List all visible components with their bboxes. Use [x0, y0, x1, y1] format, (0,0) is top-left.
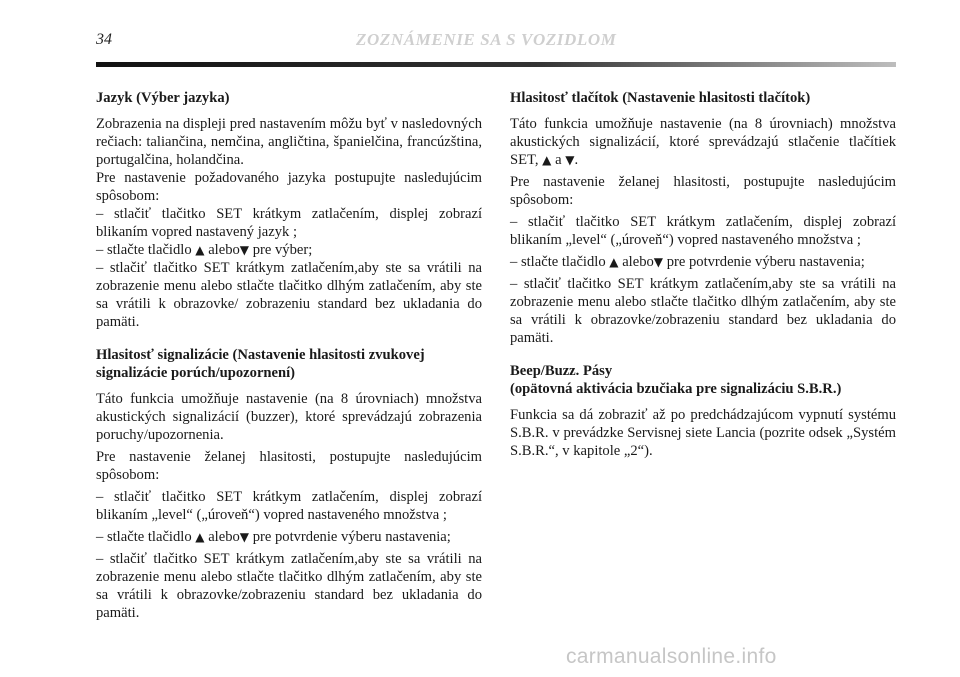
paragraph: Funkcia sa dá zobraziť až po predchádzajúcom vypnutí systému S.B.R. v prevádzke Servisnej siete Lancia (pozrite odsek „Systém S.B.R.“, v kapitole „2“).	[510, 407, 896, 459]
section-title-language: Jazyk (Výber jazyka)	[96, 90, 230, 106]
paragraph: – stlačiť tlačitko SET krátkym zatlačením, displej zobrazí blikaním „level“ („úroveň“) vopred nastaveného množstva ;	[510, 214, 896, 248]
section-title-signal-volume: Hlasitosť signalizácie (Nastavenie hlasitosti zvukovej signalizácie porúch/upozornení)	[96, 347, 425, 381]
paragraph: Táto funkcia umožňuje nastavenie (na 8 úrovniach) množstva akustických signalizácií (buzzer), ktoré sprevádzajú zobrazenia poruchy/upozornenia.	[96, 391, 482, 443]
up-arrow-icon: ▲	[195, 243, 205, 257]
paragraph: Zobrazenia na displeji pred nastavením môžu byť v nasledovných rečiach: taliančina, nemčina, angličtina, španielčina, francúzština, portugalčina, holandčina.	[96, 116, 482, 168]
section-title-key-volume: Hlasitosť tlačítok (Nastavenie hlasitosti tlačítok)	[510, 90, 811, 106]
page-header	[0, 0, 960, 70]
down-arrow-icon: ▼	[653, 255, 664, 269]
header-rule	[96, 62, 896, 67]
paragraph: Pre nastavenie želanej hlasitosti, postupujte nasledujúcim spôsobom:	[510, 174, 896, 208]
up-arrow-icon: ▲	[542, 153, 552, 167]
paragraph: Pre nastavenie požadovaného jazyka postupujte nasledujúcim spôsobom:	[96, 170, 482, 204]
paragraph-with-icons: – stlačte tlačidlo ▲ alebo▼ pre potvrdenie výberu nastavenia;	[96, 529, 451, 545]
paragraph-with-icons: Táto funkcia umožňuje nastavenie (na 8 úrovniach) množstva akustických signalizácií, ktoré sprevádzajú stlačenie tlačítiek SET, ▲ a ▼.	[510, 116, 896, 168]
down-arrow-icon: ▼	[239, 530, 250, 544]
paragraph: – stlačiť tlačitko SET krátkym zatlačením,aby ste sa vrátili na zobrazenie menu alebo stlačte tlačitko dlhým zatlačením, aby ste sa vrátili k obrazovke/zobrazeniu standard bez ukladania do pamäti.	[96, 551, 482, 621]
paragraph-with-icons: – stlačte tlačidlo ▲ alebo▼ pre potvrdenie výberu nastavenia;	[510, 254, 865, 270]
up-arrow-icon: ▲	[609, 255, 619, 269]
chapter-title: ZOZNÁMENIE SA S VOZIDLOM	[356, 30, 617, 49]
section-title-beep-buzz: Beep/Buzz. Pásy (opätovná aktivácia bzučiaka pre signalizáciu S.B.R.)	[510, 363, 842, 397]
paragraph: – stlačiť tlačitko SET krátkym zatlačením, displej zobrazí blikaním „level“ („úroveň“) vopred nastaveného množstva ;	[96, 489, 482, 523]
watermark: carmanualsonline.info	[566, 645, 777, 668]
paragraph: Pre nastavenie želanej hlasitosti, postupujte nasledujúcim spôsobom:	[96, 449, 482, 483]
down-arrow-icon: ▼	[565, 153, 575, 167]
right-column	[510, 89, 896, 460]
left-column	[96, 89, 482, 622]
paragraph: – stlačiť tlačitko SET krátkym zatlačením,aby ste sa vrátili na zobrazenie menu alebo stlačte tlačitko dlhým zatlačením, aby ste sa vrátili k obrazovke/zobrazeniu standard bez ukladania do pamäti.	[510, 276, 896, 346]
paragraph: – stlačiť tlačitko SET krátkym zatlačením, displej zobrazí blikaním vopred nastavený jazyk ;	[96, 206, 482, 240]
down-arrow-icon: ▼	[239, 243, 250, 257]
paragraph-with-icons: – stlačte tlačidlo ▲ alebo▼ pre výber;	[96, 242, 313, 258]
up-arrow-icon: ▲	[195, 530, 205, 544]
page-number: 34	[96, 31, 112, 48]
paragraph: – stlačiť tlačitko SET krátkym zatlačením,aby ste sa vrátili na zobrazenie menu alebo stlačte tlačitko dlhým zatlačením, aby ste sa vrátili k obrazovke/ zobrazeniu standard bez ukladania do pamäti.	[96, 260, 482, 330]
